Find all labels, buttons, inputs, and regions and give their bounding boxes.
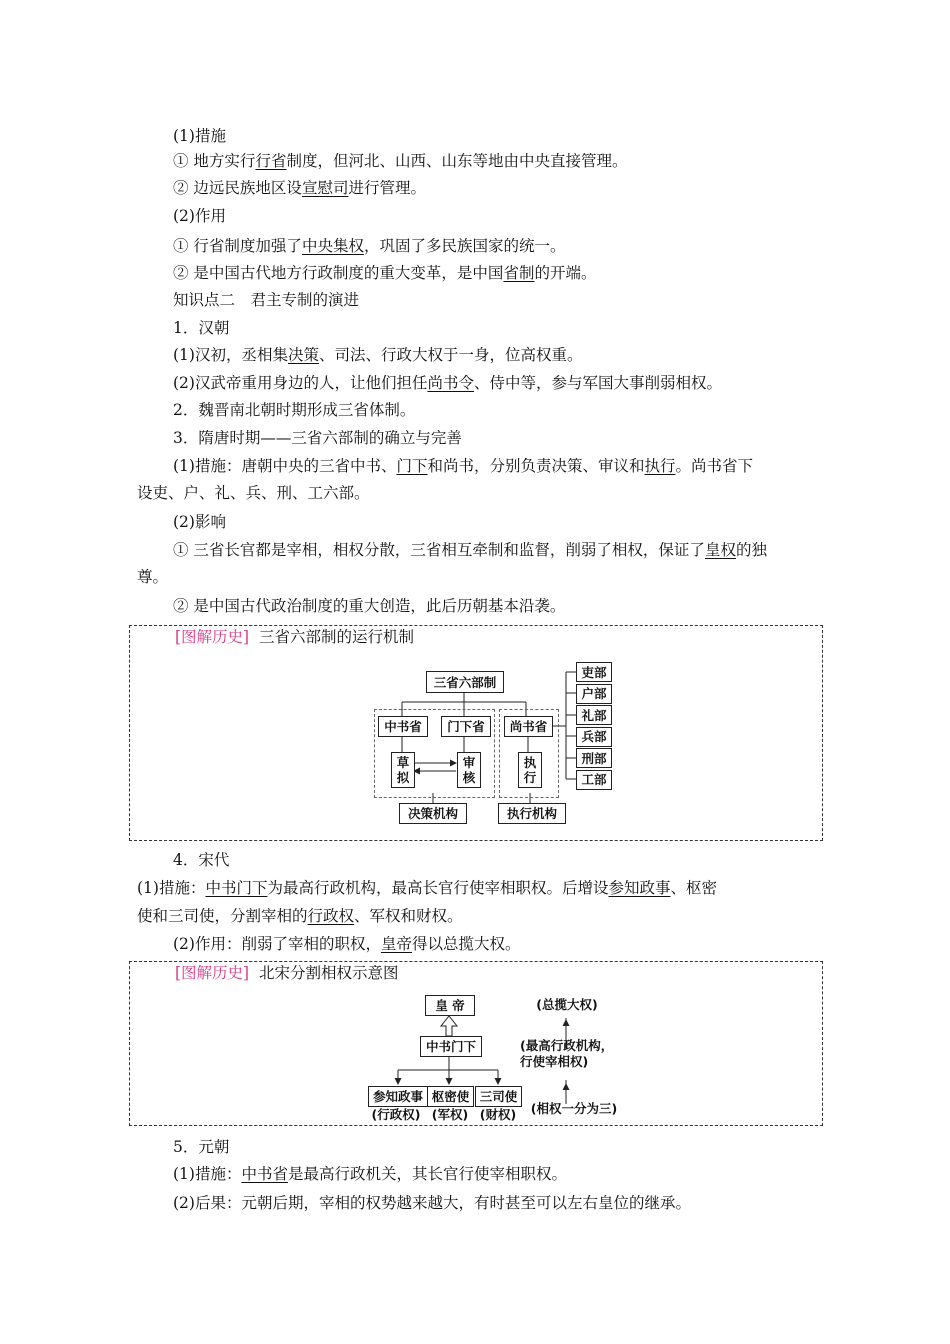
text-segment: 为最高行政机构，最高长官行使宰相职权。后增设 [267, 879, 609, 897]
text-segment: (2)作用：削弱了宰相的职权， [173, 935, 381, 953]
node-ministry: 户部 [576, 684, 612, 704]
text-segment: 使和三司使，分割宰相的 [137, 907, 308, 925]
figure1-tag: [图解历史] [175, 628, 250, 646]
text-segment: ① 地方实行 [173, 152, 256, 170]
node-ministry: 吏部 [576, 662, 612, 682]
node-ministry: 礼部 [576, 705, 612, 725]
node-shenhe: 审 核 [457, 752, 481, 788]
underlined-term: 中央集权 [301, 237, 364, 255]
text-segment: 5．元朝 [173, 1138, 230, 1156]
text-segment: (1)措施： [173, 1165, 242, 1183]
underlined-term: 中书省 [241, 1165, 288, 1183]
node-menxia: 门下省 [441, 716, 491, 737]
node-emperor: 皇 帝 [425, 995, 475, 1016]
text-segment: ② 是中国古代政治制度的重大创造，此后历朝基本沿袭。 [173, 597, 566, 615]
text-segment: 设吏、户、礼、兵、刑、工六部。 [137, 484, 370, 502]
text-segment: 、侍中等，参与军国大事削弱相权。 [473, 374, 722, 392]
figure2-caption [175, 963, 398, 983]
underlined-term: 皇权 [704, 541, 736, 559]
node-shumishi: 枢密使 [427, 1086, 474, 1107]
text-segment: ① 行省制度加强了 [173, 237, 302, 255]
node-sansishi: 三司使 [475, 1086, 522, 1107]
text-segment: 3．隋唐时期——三省六部制的确立与完善 [173, 429, 462, 447]
text-segment: (1)汉初，丞相集 [173, 346, 288, 364]
underlined-term: 执行 [644, 457, 676, 475]
text-segment: 的独 [735, 541, 767, 559]
underlined-term: 皇帝 [380, 935, 412, 953]
text-segment: 4．宋代 [173, 851, 230, 869]
text-segment: (1)措施：唐朝中央的三省中书、 [173, 457, 397, 475]
text-segment: 的开端。 [534, 264, 597, 282]
text-segment: 进行管理。 [348, 179, 426, 197]
underlined-term: 行省 [255, 152, 287, 170]
node-zhongshu: 中书省 [378, 716, 428, 737]
text-segment: 知识点二 君主专制的演进 [173, 291, 360, 309]
text-segment: (2)影响 [173, 513, 226, 531]
node-zhixing-jigou: 执行机构 [498, 803, 566, 824]
text-segment: 和尚书，分别负责决策、审议和 [427, 457, 645, 475]
text-segment: 。尚书省下 [675, 457, 754, 475]
node-zhixing: 执 行 [518, 752, 542, 788]
text-segment: (1)措施： [137, 879, 206, 897]
caption-zonglan: (总揽大权) [536, 997, 598, 1012]
caption-caiquan: (财权) [479, 1107, 517, 1122]
node-caoni: 草 拟 [391, 752, 415, 788]
figure1-title: 三省六部制的运行机制 [258, 628, 414, 646]
underlined-term: 决策 [287, 346, 319, 364]
underlined-term: 行政权 [307, 907, 355, 925]
underlined-term: 省制 [503, 264, 535, 282]
text-segment: ② 边远民族地区设 [173, 179, 302, 197]
text-segment: ② 是中国古代地方行政制度的重大变革，是中国 [173, 264, 504, 282]
text-segment: 、枢密 [670, 879, 718, 897]
text-segment: ① 三省长官都是宰相，相权分散，三省相互牵制和监督，削弱了相权，保证了 [173, 541, 705, 559]
underlined-term: 门下 [396, 457, 428, 475]
node-ministry: 刑部 [576, 748, 612, 768]
figure2-title: 北宋分割相权示意图 [258, 964, 399, 982]
caption-junquan: (军权) [431, 1107, 469, 1122]
text-segment: 制度，但河北、山西、山东等地由中央直接管理。 [286, 152, 628, 170]
node-zhongshu-menxia: 中书门下 [420, 1036, 482, 1057]
node-juece-jigou: 决策机构 [399, 803, 467, 824]
caption-yifenweisan: (相权一分为三) [530, 1101, 618, 1116]
node-sansheng-liubu: 三省六部制 [426, 671, 504, 693]
text-segment: (2)作用 [173, 207, 226, 225]
node-ministry: 工部 [576, 770, 612, 790]
figure2-tag: [图解历史] [175, 964, 250, 982]
text-segment: (1)措施 [173, 127, 226, 145]
underlined-term: 参知政事 [608, 879, 671, 897]
text-segment: 、司法、行政大权于一身，位高权重。 [318, 346, 583, 364]
caption-xingzhengquan: (行政权) [371, 1107, 421, 1122]
caption-zuigao: (最高行政机构， 行使宰相权) [520, 1038, 614, 1069]
node-ministry: 兵部 [576, 727, 612, 747]
underlined-term: 中书门下 [205, 879, 268, 897]
underlined-term: 尚书令 [427, 374, 474, 392]
text-segment: (2)后果：元朝后期，宰相的权势越来越大，有时甚至可以左右皇位的继承。 [173, 1194, 691, 1212]
text-segment: 是最高行政机关，其长官行使宰相职权。 [287, 1165, 567, 1183]
text-segment: ，巩固了多民族国家的统一。 [363, 237, 566, 255]
text-segment: 、军权和财权。 [354, 907, 463, 925]
text-segment: 1．汉朝 [173, 319, 230, 337]
node-shangshu: 尚书省 [504, 716, 553, 737]
text-segment: 尊。 [137, 568, 169, 586]
text-segment: 2．魏晋南北朝时期形成三省体制。 [173, 401, 416, 419]
text-segment: (2)汉武帝重用身边的人，让他们担任 [173, 374, 428, 392]
underlined-term: 宣慰司 [301, 179, 349, 197]
node-canzhi-zhengshi: 参知政事 [368, 1086, 428, 1107]
text-segment: 得以总揽大权。 [411, 935, 521, 953]
